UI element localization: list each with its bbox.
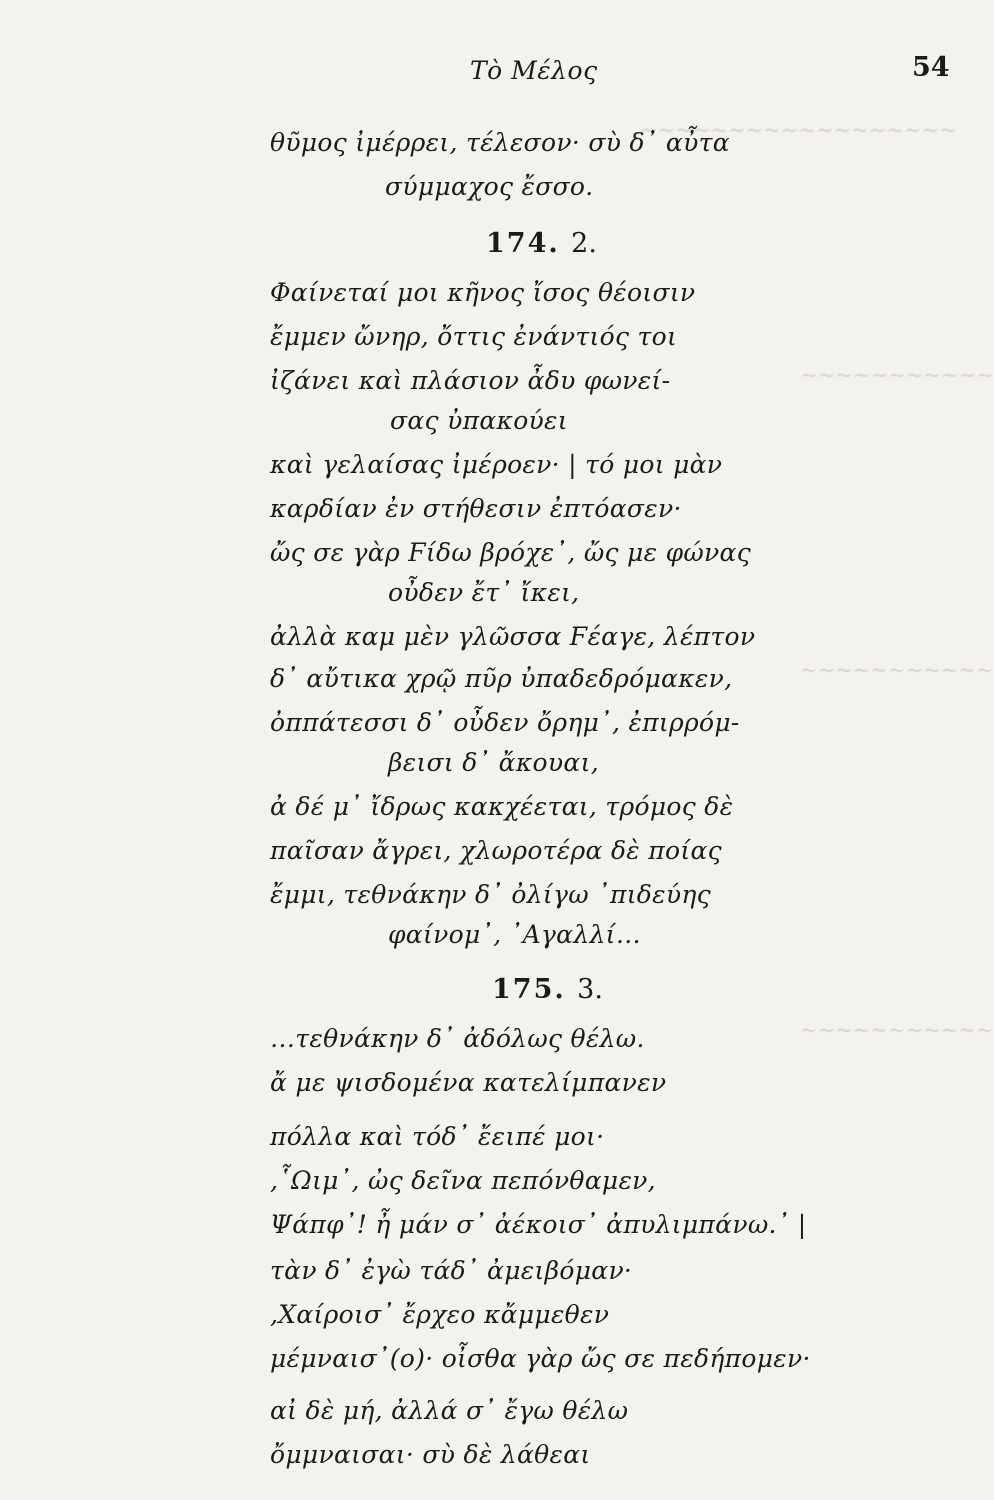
fragment-heading bbox=[492, 974, 603, 1005]
verse-line: παῖσαν ἄγρει, χλωροτέρα δὲ ποίας bbox=[270, 836, 722, 865]
bleed-through-texture: ~~~~~~~~~~~ bbox=[800, 658, 994, 682]
verse-line: Φαίνεταί μοι κῆνος ἴσος θέοισιν bbox=[270, 278, 696, 307]
verse-line: ἔμμι, τεθνάκην δ᾽ ὀλίγω ᾽πιδεύης bbox=[270, 880, 711, 909]
verse-line: Ψάπφ᾽! ἦ μάν σ᾽ ἀέκοισ᾽ ἀπυλιμπάνω.᾽ | bbox=[270, 1210, 807, 1239]
verse-line: βεισι δ᾽ ἄκουαι, bbox=[388, 748, 599, 777]
fragment-subnumber: 2. bbox=[571, 228, 597, 259]
verse-line: καὶ γελαίσας ἰμέροεν· | τό μοι μὰν bbox=[270, 450, 723, 479]
bleed-through-texture: ~~~~~~~~~~~~~~~~~~ bbox=[640, 118, 957, 142]
verse-line: ὤς σε γὰρ Ϝίδω βρόχε᾽, ὤς με φώνας bbox=[270, 538, 752, 567]
verse-line: θῦμος ἰμέρρει, τέλεσον· σὺ δ᾽ αὖτα bbox=[270, 128, 730, 157]
verse-line: σας ὐπακούει bbox=[390, 406, 568, 435]
verse-line: δ᾽ αὔτικα χρῷ πῦρ ὐπαδεδρόμακεν, bbox=[270, 664, 733, 693]
verse-line: ἀ δέ μ᾽ ἴδρως κακχέεται, τρόμος δὲ bbox=[270, 792, 734, 821]
verse-line: μέμναισ᾽(ο)· οἶσθα γὰρ ὤς σε πεδήπομεν· bbox=[270, 1344, 811, 1373]
bleed-through-texture: ~~~~~~~~~~~ bbox=[800, 363, 994, 387]
verse-line: τὰν δ᾽ ἐγὼ τάδ᾽ ἀμειβόμαν· bbox=[270, 1256, 633, 1285]
verse-line: ἔμμεν ὤνηρ, ὄττις ἐνάντιός τοι bbox=[270, 322, 678, 351]
verse-line: ἄ με ψισδομένα κατελίμπανεν bbox=[270, 1068, 667, 1097]
verse-line: ,῟Ωιμ᾽, ὠς δεῖνα πεπόνθαμεν, bbox=[270, 1166, 656, 1195]
fragment-number: 174. bbox=[486, 228, 560, 259]
verse-line: ,Χαίροισ᾽ ἔρχεο κἄμμεθεν bbox=[270, 1300, 610, 1329]
verse-line: αἰ δὲ μή, ἀλλά σ᾽ ἔγω θέλω bbox=[270, 1396, 629, 1425]
fragment-heading bbox=[486, 228, 597, 259]
verse-line: πόλλα καὶ τόδ᾽ ἔειπέ μοι· bbox=[270, 1122, 605, 1151]
running-header: Τὸ Μέλος bbox=[470, 56, 598, 85]
verse-line: ἀλλὰ καμ μὲν γλῶσσα Ϝέαγε, λέπτον bbox=[270, 622, 756, 651]
fragment-number: 175. bbox=[492, 974, 566, 1005]
verse-line: …τεθνάκην δ᾽ ἀδόλως θέλω. bbox=[270, 1024, 645, 1053]
verse-line: καρδίαν ἐν στήθεσιν ἐπτόασεν· bbox=[270, 494, 682, 523]
verse-line: οὖδεν ἔτ᾽ ἴκει, bbox=[388, 578, 580, 607]
verse-line: ὀππάτεσσι δ᾽ οὖδεν ὄρημ᾽, ἐπιρρόμ- bbox=[270, 708, 740, 737]
fragment-subnumber: 3. bbox=[577, 974, 603, 1005]
verse-line: ἰζάνει καὶ πλάσιον ἆδυ φωνεί- bbox=[270, 366, 671, 395]
verse-line: σύμμαχος ἔσσο. bbox=[385, 172, 594, 201]
verse-line: ὄμμναισαι· σὺ δὲ λάθεαι bbox=[270, 1440, 591, 1469]
verse-line: φαίνομ᾽, ᾽Αγαλλί… bbox=[388, 920, 642, 949]
page-number: 54 bbox=[912, 52, 950, 83]
bleed-through-texture: ~~~~~~~~~~~ bbox=[800, 1018, 994, 1042]
